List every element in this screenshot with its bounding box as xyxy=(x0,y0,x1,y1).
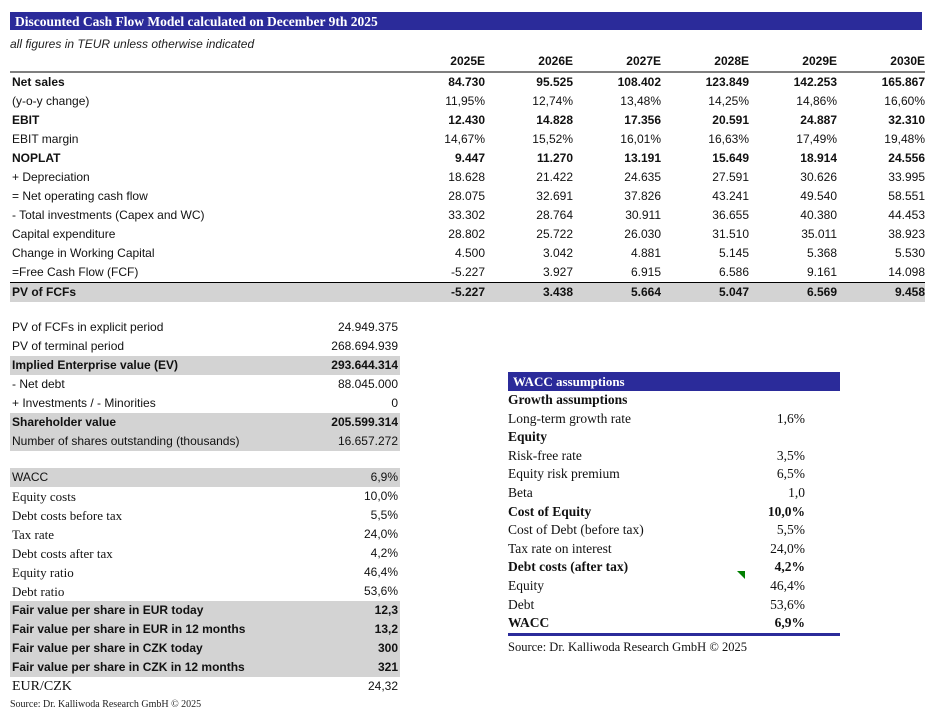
row-label: Change in Working Capital xyxy=(12,246,155,260)
row-value: -5.227 xyxy=(450,285,485,299)
row-label: Equity ratio xyxy=(12,565,74,580)
row-value: 3,5% xyxy=(776,447,805,463)
row-value: 16,01% xyxy=(620,132,661,146)
table-row-ebit-margin xyxy=(10,130,925,149)
wacc-row-tax-rate xyxy=(10,525,400,544)
row-value: 95.525 xyxy=(536,75,573,89)
row-label: Debt costs after tax xyxy=(12,546,113,561)
row-label: Fair value per share in CZK today xyxy=(12,641,203,655)
row-label: Debt xyxy=(508,596,535,612)
forecast-table xyxy=(10,54,925,302)
row-label: Tax rate on interest xyxy=(508,540,612,556)
assumption-row-equity-risk-premium xyxy=(508,465,840,484)
wacc-assumptions-header: WACC assumptions xyxy=(508,372,840,391)
row-label: (y-o-y change) xyxy=(12,94,90,108)
row-label: Net sales xyxy=(12,75,65,89)
row-value: 6,9% xyxy=(774,615,805,631)
row-value: 14.098 xyxy=(888,265,925,279)
row-value: 1,0 xyxy=(788,484,805,500)
row-value: 123.849 xyxy=(705,75,749,89)
row-value: 5,5% xyxy=(776,522,805,538)
column-header: 2028E xyxy=(714,54,749,68)
row-label: Debt costs before tax xyxy=(12,508,123,523)
table-row-noplat xyxy=(10,149,925,168)
row-value: 33.995 xyxy=(888,170,925,184)
row-value: 33.302 xyxy=(448,208,485,222)
row-value: 46,4% xyxy=(363,565,398,579)
assumption-row-risk-free-rate xyxy=(508,447,840,466)
row-label: EUR/CZK xyxy=(12,679,72,694)
row-value: 12,3 xyxy=(374,603,398,617)
valuation-row-shares-outstanding xyxy=(10,432,400,451)
row-label: PV of FCFs in explicit period xyxy=(12,320,164,334)
valuation-summary xyxy=(10,318,400,451)
row-value: 16,63% xyxy=(708,132,749,146)
assumption-row-wacc-total xyxy=(508,614,840,633)
row-label: Fair value per share in EUR in 12 months xyxy=(12,622,246,636)
row-value: 28.764 xyxy=(536,208,573,222)
wacc-row-debt-costs-after-tax xyxy=(10,544,400,563)
row-value: 84.730 xyxy=(448,75,485,89)
row-label: EBIT margin xyxy=(12,132,79,146)
row-value: 321 xyxy=(377,660,398,674)
source-note: Source: Dr. Kalliwoda Research GmbH © 2025 xyxy=(508,639,747,654)
row-value xyxy=(720,428,805,447)
row-value: 38.923 xyxy=(888,227,925,241)
row-value: 0 xyxy=(391,396,398,410)
fx-rate-row xyxy=(10,677,400,696)
row-value: 5.664 xyxy=(630,285,661,299)
wacc-row-debt-ratio xyxy=(10,582,400,601)
row-label: + Depreciation xyxy=(12,170,90,184)
row-label: Growth assumptions xyxy=(508,392,628,407)
row-value: 24,0% xyxy=(363,527,398,541)
table-row-depreciation xyxy=(10,168,925,187)
row-label: EBIT xyxy=(12,113,40,127)
assumption-row-growth-header xyxy=(508,391,840,410)
row-value: 300 xyxy=(377,641,398,655)
assumption-row-cost-of-debt xyxy=(508,521,840,540)
assumption-row-debt-costs-after-tax xyxy=(508,558,840,577)
row-value: 14,67% xyxy=(444,132,485,146)
row-value: 40.380 xyxy=(800,208,837,222)
row-value: 6.569 xyxy=(806,285,837,299)
column-header: 2030E xyxy=(890,54,925,68)
row-label: Equity xyxy=(508,429,548,445)
row-value: 205.599.314 xyxy=(331,415,398,429)
row-value: 5,5% xyxy=(370,508,398,522)
row-value: 4,2% xyxy=(774,559,805,575)
row-value: 5.530 xyxy=(894,246,925,260)
table-row-yoy-change xyxy=(10,92,925,111)
fair-value-row-eur-12-months xyxy=(10,620,400,639)
row-value: 30.911 xyxy=(625,208,661,222)
assumption-row-tax-rate-interest xyxy=(508,540,840,559)
row-value: 6,9% xyxy=(370,470,398,484)
row-value: 13,48% xyxy=(620,94,661,108)
row-value: 165.867 xyxy=(881,75,925,89)
row-label: Cost of Debt (before tax) xyxy=(508,522,644,538)
row-value: 108.402 xyxy=(617,75,661,89)
row-label: PV of FCFs xyxy=(12,285,77,299)
row-value: 18.628 xyxy=(448,170,485,184)
row-value: 9.447 xyxy=(454,151,485,165)
row-label: Equity costs xyxy=(12,489,76,504)
row-value: 3.927 xyxy=(542,265,573,279)
row-value: 35.011 xyxy=(801,227,837,241)
valuation-row-shareholder-value xyxy=(10,413,400,432)
box-bottom-rule xyxy=(508,633,840,636)
row-value: 37.826 xyxy=(624,189,661,203)
row-label: WACC xyxy=(508,615,550,631)
assumption-row-long-term-growth xyxy=(508,410,840,429)
row-value: 12,74% xyxy=(532,94,573,108)
row-label: Long-term growth rate xyxy=(508,410,631,426)
row-value: 13.191 xyxy=(624,151,661,165)
valuation-row-pv-explicit xyxy=(10,318,400,337)
row-value: 14,25% xyxy=(708,94,749,108)
row-value: 142.253 xyxy=(793,75,837,89)
row-value: 4,2% xyxy=(370,546,398,560)
row-value: 24.887 xyxy=(800,113,837,127)
row-value: 24,32 xyxy=(367,679,398,693)
row-label: WACC xyxy=(12,470,49,484)
source-note: Source: Dr. Kalliwoda Research GmbH © 2025 xyxy=(10,699,202,710)
row-value: 88.045.000 xyxy=(337,377,398,391)
row-value: 24.949.375 xyxy=(337,320,398,334)
valuation-row-investments-minorities xyxy=(10,394,400,413)
row-value: 5.047 xyxy=(718,285,749,299)
column-header: 2026E xyxy=(538,54,573,68)
row-value: 14.828 xyxy=(536,113,573,127)
wacc-summary xyxy=(10,468,400,696)
row-label: Fair value per share in EUR today xyxy=(12,603,204,617)
table-header-row xyxy=(10,54,925,73)
row-value: 58.551 xyxy=(888,189,925,203)
row-value: 4.500 xyxy=(454,246,485,260)
comment-marker-icon xyxy=(737,571,745,579)
row-value: 18.914 xyxy=(800,151,837,165)
row-value: 6,5% xyxy=(776,466,805,482)
table-row-net-operating-cash-flow xyxy=(10,187,925,206)
assumption-row-debt-weight xyxy=(508,596,840,615)
table-row-change-working-capital xyxy=(10,244,925,263)
column-header: 2027E xyxy=(626,54,661,68)
row-label: Cost of Equity xyxy=(508,503,592,519)
row-value: 13,2 xyxy=(374,622,398,636)
row-label: Shareholder value xyxy=(12,415,117,429)
table-row-ebit xyxy=(10,111,925,130)
units-note: all figures in TEUR unless otherwise indicated xyxy=(10,37,255,51)
row-label: - Net debt xyxy=(12,377,65,391)
row-label: Fair value per share in CZK in 12 months xyxy=(12,660,245,674)
row-value: 27.591 xyxy=(712,170,749,184)
row-value: 12.430 xyxy=(448,113,485,127)
row-label: - Total investments (Capex and WC) xyxy=(12,208,205,222)
row-value xyxy=(720,391,805,410)
row-value: 5.368 xyxy=(806,246,837,260)
fair-value-row-czk-today xyxy=(10,639,400,658)
row-value: 16,60% xyxy=(884,94,925,108)
assumption-row-equity-weight xyxy=(508,577,840,596)
row-label: Beta xyxy=(508,484,533,500)
row-value: 26.030 xyxy=(624,227,661,241)
row-value: 44.453 xyxy=(888,208,925,222)
header-spacer xyxy=(10,54,397,71)
row-value: 32.691 xyxy=(536,189,573,203)
table-row-free-cash-flow xyxy=(10,263,925,282)
row-label: Tax rate xyxy=(12,527,55,542)
row-value: 11,95% xyxy=(445,94,485,108)
valuation-row-enterprise-value xyxy=(10,356,400,375)
row-value: 16.657.272 xyxy=(337,434,398,448)
row-value: 15.649 xyxy=(712,151,749,165)
row-label: Equity xyxy=(508,577,544,593)
wacc-row-equity-costs xyxy=(10,487,400,506)
row-label: NOPLAT xyxy=(12,151,61,165)
row-value: 43.241 xyxy=(712,189,749,203)
table-row-net-sales xyxy=(10,73,925,92)
row-value: 15,52% xyxy=(532,132,573,146)
column-header: 2025E xyxy=(450,54,485,68)
row-value: 20.591 xyxy=(712,113,749,127)
row-value: 3.438 xyxy=(542,285,573,299)
wacc-row-debt-costs-before-tax xyxy=(10,506,400,525)
row-label: Debt ratio xyxy=(12,584,65,599)
table-row-capital-expenditure xyxy=(10,225,925,244)
row-value: 49.540 xyxy=(800,189,837,203)
row-label: Implied Enterprise value (EV) xyxy=(12,358,179,372)
row-value: 9.161 xyxy=(806,265,837,279)
row-value: 36.655 xyxy=(712,208,749,222)
row-label: Capital expenditure xyxy=(12,227,116,241)
row-value: 6.915 xyxy=(630,265,661,279)
row-value: 17.356 xyxy=(624,113,661,127)
row-value: 5.145 xyxy=(718,246,749,260)
row-value: 4.881 xyxy=(630,246,661,260)
row-value: -5.227 xyxy=(450,265,485,279)
row-label: =Free Cash Flow (FCF) xyxy=(12,265,139,279)
valuation-row-pv-terminal xyxy=(10,337,400,356)
row-value: 28.802 xyxy=(448,227,485,241)
wacc-row-wacc xyxy=(10,468,400,487)
row-value: 25.722 xyxy=(536,227,573,241)
row-value: 46,4% xyxy=(770,577,805,593)
row-value: 1,6% xyxy=(776,410,805,426)
row-value: 24.635 xyxy=(624,170,661,184)
row-label: PV of terminal period xyxy=(12,339,125,353)
row-value: 9.458 xyxy=(894,285,925,299)
row-value: 19,48% xyxy=(884,132,925,146)
assumption-row-beta xyxy=(508,484,840,503)
row-value: 14,86% xyxy=(796,94,837,108)
row-value: 11.270 xyxy=(536,151,573,165)
wacc-assumptions-box xyxy=(508,372,840,655)
column-header: 2029E xyxy=(802,54,837,68)
assumption-row-equity-header xyxy=(508,428,840,447)
page-title: Discounted Cash Flow Model calculated on December 9th 2025 xyxy=(10,12,922,31)
row-value: 53,6% xyxy=(363,584,398,598)
row-value: 6.586 xyxy=(718,265,749,279)
row-label: Number of shares outstanding (thousands) xyxy=(12,434,240,448)
row-value: 21.422 xyxy=(536,170,573,184)
row-value: 10,0% xyxy=(767,503,805,519)
row-value: 17,49% xyxy=(796,132,837,146)
row-value: 268.694.939 xyxy=(331,339,398,353)
row-value: 30.626 xyxy=(800,170,837,184)
row-value: 31.510 xyxy=(712,227,749,241)
row-value: 293.644.314 xyxy=(331,358,398,372)
wacc-row-equity-ratio xyxy=(10,563,400,582)
row-value: 24,0% xyxy=(770,540,805,556)
row-value: 53,6% xyxy=(770,596,805,612)
row-label: = Net operating cash flow xyxy=(12,189,148,203)
row-label: Equity risk premium xyxy=(508,466,620,482)
row-value: 28.075 xyxy=(448,189,485,203)
row-value: 3.042 xyxy=(542,246,573,260)
fair-value-row-eur-today xyxy=(10,601,400,620)
fair-value-row-czk-12-months xyxy=(10,658,400,677)
row-label: + Investments / - Minorities xyxy=(12,396,156,410)
assumption-row-cost-of-equity xyxy=(508,503,840,522)
row-label: Debt costs (after tax) xyxy=(508,559,629,575)
valuation-row-net-debt xyxy=(10,375,400,394)
row-value: 32.310 xyxy=(888,113,925,127)
row-label: Risk-free rate xyxy=(508,447,582,463)
row-value: 24.556 xyxy=(888,151,925,165)
row-value: 10,0% xyxy=(363,489,398,503)
table-row-pv-of-fcfs xyxy=(10,282,925,302)
table-row-total-investments xyxy=(10,206,925,225)
